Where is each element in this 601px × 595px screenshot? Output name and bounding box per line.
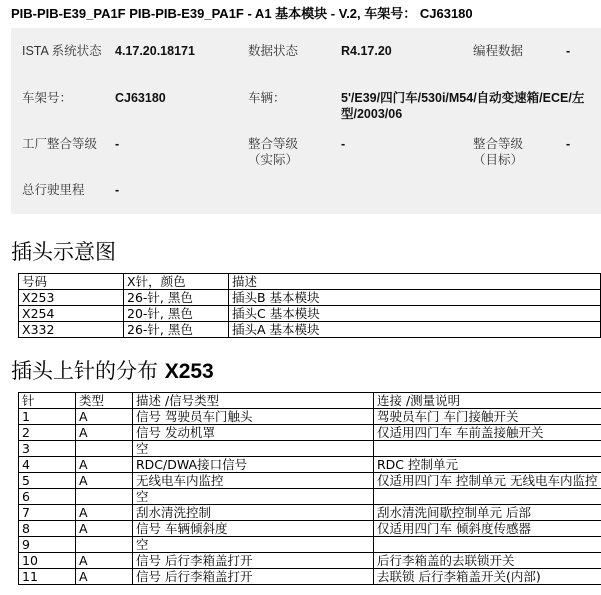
table-cell: 仅适用四门车 倾斜度传感器 — [374, 521, 601, 537]
table-cell: 刮水清洗控制 — [133, 505, 374, 521]
table-cell: 后行李箱盖的去联锁开关 — [374, 553, 601, 569]
pin-row — [19, 537, 601, 553]
vehicle-value: 5'/E39/四门车/530i/M54/自动变速箱/ECE/左型/2003/06 — [341, 91, 585, 121]
pin-row — [19, 489, 601, 505]
pin-table — [18, 392, 601, 585]
col-signal: 描述 /信号类型 — [133, 393, 374, 409]
actual-level-value: - — [341, 137, 346, 151]
table-cell: 插头B 基本模块 — [229, 290, 601, 306]
pin-assignment-heading — [11, 355, 214, 385]
vehicle-info-panel — [11, 28, 601, 214]
plug-row — [19, 306, 601, 322]
mileage-label: 总行驶里程 — [22, 183, 85, 197]
table-cell: 刮水清洗间歇控制单元 后部 — [374, 505, 601, 521]
table-cell: RDC 控制单元 — [374, 457, 601, 473]
table-cell: 3 — [19, 441, 76, 457]
col-pins-color: X针，颜色 — [124, 274, 229, 290]
table-cell: X332 — [19, 322, 124, 338]
col-description: 描述 — [229, 274, 601, 290]
table-cell: A — [76, 425, 133, 441]
table-cell: 5 — [19, 473, 76, 489]
pin-row — [19, 425, 601, 441]
table-cell — [76, 441, 133, 457]
table-cell: 仅适用四门车 控制单元 无线电车内监控 — [374, 473, 601, 489]
pin-row — [19, 521, 601, 537]
programming-value: - — [566, 44, 571, 58]
table-cell: 4 — [19, 457, 76, 473]
table-cell: 6 — [19, 489, 76, 505]
target-level-label: 整合等级（目标） — [473, 137, 524, 167]
table-cell — [76, 489, 133, 505]
table-cell: 26-针, 黑色 — [124, 322, 229, 338]
plug-row — [19, 322, 601, 338]
plug-table — [18, 273, 601, 338]
plug-table-header — [19, 274, 601, 290]
table-cell — [374, 489, 601, 505]
factory-level-label: 工厂整合等级 — [22, 137, 98, 151]
pin-table-header — [19, 393, 601, 409]
pin-row — [19, 409, 601, 425]
vin-label: 车架号： — [22, 91, 73, 105]
pin-row — [19, 441, 601, 457]
table-cell: 仅适用四门车 车前盖接触开关 — [374, 425, 601, 441]
table-cell: A — [76, 457, 133, 473]
table-cell: 插头C 基本模块 — [229, 306, 601, 322]
table-cell: 10 — [19, 553, 76, 569]
pin-row — [19, 569, 601, 585]
table-cell: A — [76, 409, 133, 425]
col-type: 类型 — [76, 393, 133, 409]
vin-value: CJ63180 — [115, 91, 166, 105]
table-cell: 信号 驾驶员车门触头 — [133, 409, 374, 425]
pin-row — [19, 505, 601, 521]
table-cell: 空 — [133, 441, 374, 457]
ista-label: ISTA 系统状态 — [22, 44, 102, 58]
table-cell: 无线电车内监控 — [133, 473, 374, 489]
table-cell: 信号 后行李箱盖打开 — [133, 553, 374, 569]
table-cell: A — [76, 553, 133, 569]
col-number: 号码 — [19, 274, 124, 290]
pin-row — [19, 457, 601, 473]
target-level-value: - — [566, 137, 571, 151]
vehicle-label: 车辆： — [248, 91, 286, 105]
table-cell: 插头A 基本模块 — [229, 322, 601, 338]
data-status-label: 数据状态 — [248, 44, 299, 58]
table-cell: 空 — [133, 489, 374, 505]
table-cell: 驾驶员车门 车门接触开关 — [374, 409, 601, 425]
table-cell: X253 — [19, 290, 124, 306]
table-cell: 空 — [133, 537, 374, 553]
plug-diagram-heading: 插头示意图 — [11, 240, 116, 264]
table-cell: A — [76, 473, 133, 489]
table-cell: A — [76, 569, 133, 585]
table-cell: 2 — [19, 425, 76, 441]
plug-row — [19, 290, 601, 306]
programming-label: 编程数据 — [473, 44, 524, 58]
table-cell: 信号 发动机罩 — [133, 425, 374, 441]
table-cell: 7 — [19, 505, 76, 521]
table-cell: X254 — [19, 306, 124, 322]
table-cell — [374, 441, 601, 457]
table-cell: 信号 车辆倾斜度 — [133, 521, 374, 537]
factory-level-value: - — [115, 137, 120, 151]
col-connection: 连接 /测量说明 — [374, 393, 601, 409]
table-cell: 26-针, 黑色 — [124, 290, 229, 306]
pin-row — [19, 473, 601, 489]
mileage-value: - — [115, 183, 120, 197]
table-cell: A — [76, 505, 133, 521]
data-status-value: R4.17.20 — [341, 44, 392, 58]
actual-level-label: 整合等级（实际） — [248, 137, 299, 167]
ista-value: 4.17.20.18171 — [115, 44, 195, 58]
table-cell: A — [76, 521, 133, 537]
table-cell: 8 — [19, 521, 76, 537]
table-cell: RDC/DWA接口信号 — [133, 457, 374, 473]
table-cell — [76, 537, 133, 553]
table-cell: 去联锁 后行李箱盖开关(内部) — [374, 569, 601, 585]
table-cell: 信号 后行李箱盖打开 — [133, 569, 374, 585]
col-pin: 针 — [19, 393, 76, 409]
table-cell — [374, 537, 601, 553]
pin-row — [19, 553, 601, 569]
table-cell: 9 — [19, 537, 76, 553]
pin-heading-code: X253 — [164, 360, 214, 383]
table-cell: 20-针, 黑色 — [124, 306, 229, 322]
table-cell: 1 — [19, 409, 76, 425]
page-title: PIB-PIB-E39_PA1F PIB-PIB-E39_PA1F - A1 基本模块 - V.2, 车架号： CJ63180 — [11, 6, 473, 21]
pin-heading-prefix: 插头上针的分布 — [11, 359, 158, 383]
table-cell: 11 — [19, 569, 76, 585]
